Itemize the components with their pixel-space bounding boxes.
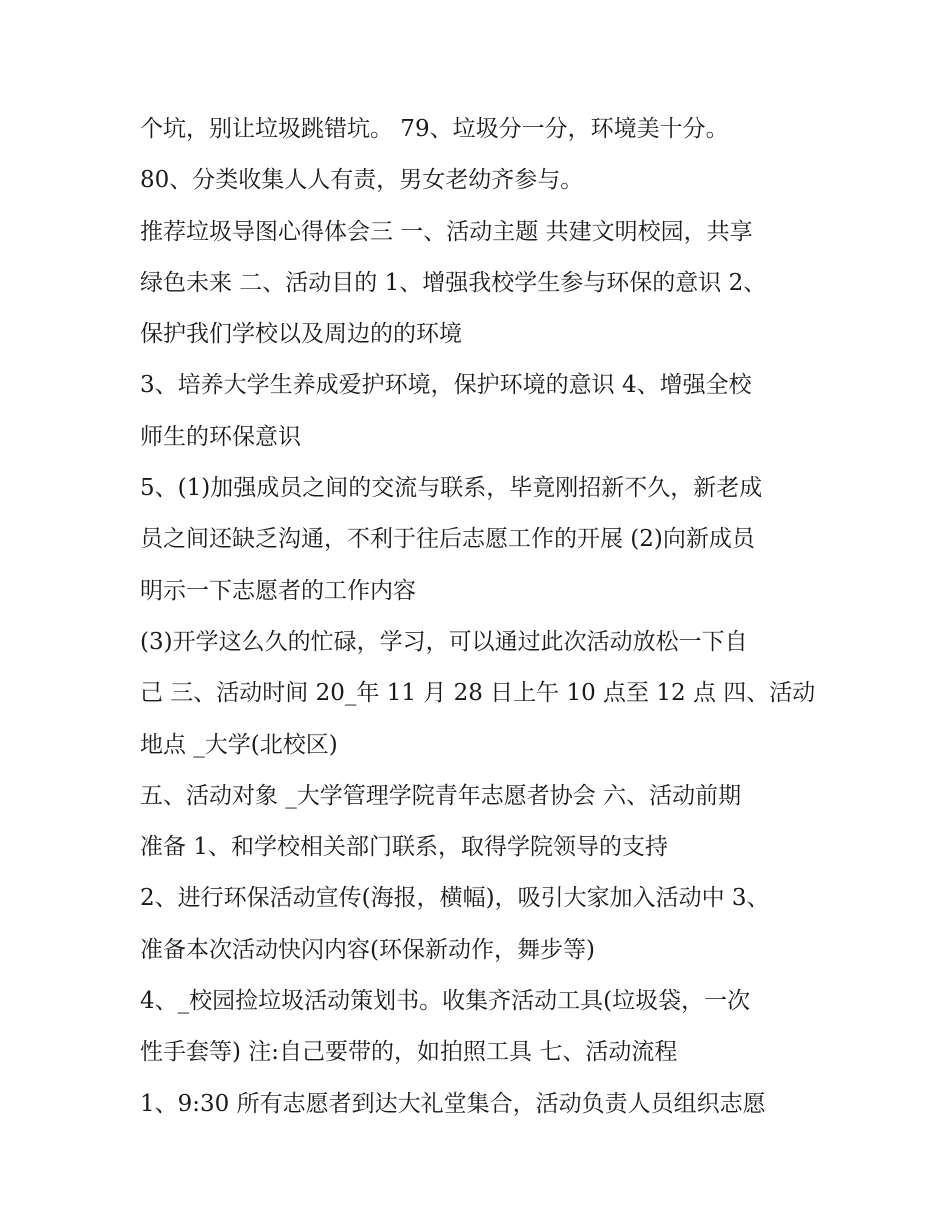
document-body: [140, 104, 820, 1130]
text-line: (3)开学这么久的忙碌，学习，可以通过此次活动放松一下自: [140, 628, 748, 655]
text-line: 五、活动对象 _大学管理学院青年志愿者协会 六、活动前期: [140, 782, 742, 809]
text-line: 员之间还缺乏沟通，不利于往后志愿工作的开展 (2)向新成员: [140, 526, 755, 553]
text-line: 5、(1)加强成员之间的交流与联系，毕竟刚招新不久，新老成: [140, 475, 763, 502]
text-line: 1、9:30 所有志愿者到达大礼堂集合，活动负责人员组织志愿: [140, 1090, 766, 1117]
text-line: 个坑，别让垃圾跳错坑。 79、垃圾分一分，环境美十分。: [140, 116, 729, 142]
text-line: 明示一下志愿者的工作内容: [140, 577, 416, 604]
text-line: 准备 1、和学校相关部门联系，取得学院领导的支持: [140, 834, 668, 861]
text-line: 己 三、活动时间 20_年 11 月 28 日上午 10 点至 12 点 四、活动: [140, 680, 816, 707]
text-line: 推荐垃圾导图心得体会三 一、活动主题 共建文明校园，共享: [140, 218, 753, 245]
text-line: 地点 _大学(北校区): [140, 731, 338, 758]
text-line: 性手套等) 注:自己要带的，如拍照工具 七、活动流程: [140, 1039, 678, 1066]
text-line: 保护我们学校以及周边的的环境: [140, 321, 462, 348]
text-line: 师生的环保意识: [140, 423, 301, 450]
text-line: 准备本次活动快闪内容(环保新动作，舞步等): [140, 936, 595, 963]
text-line: 绿色未来 二、活动目的 1、增强我校学生参与环保的意识 2、: [140, 269, 767, 296]
text-line: 2、进行环保活动宣传(海报，横幅)，吸引大家加入活动中 3、: [140, 885, 770, 912]
text-line: 3、培养大学生养成爱护环境，保护环境的意识 4、增强全校: [140, 372, 752, 399]
text-line: 4、_校园捡垃圾活动策划书。收集齐活动工具(垃圾袋，一次: [140, 988, 751, 1015]
text-line: 80、分类收集人人有责，男女老幼齐参与。: [140, 167, 584, 194]
